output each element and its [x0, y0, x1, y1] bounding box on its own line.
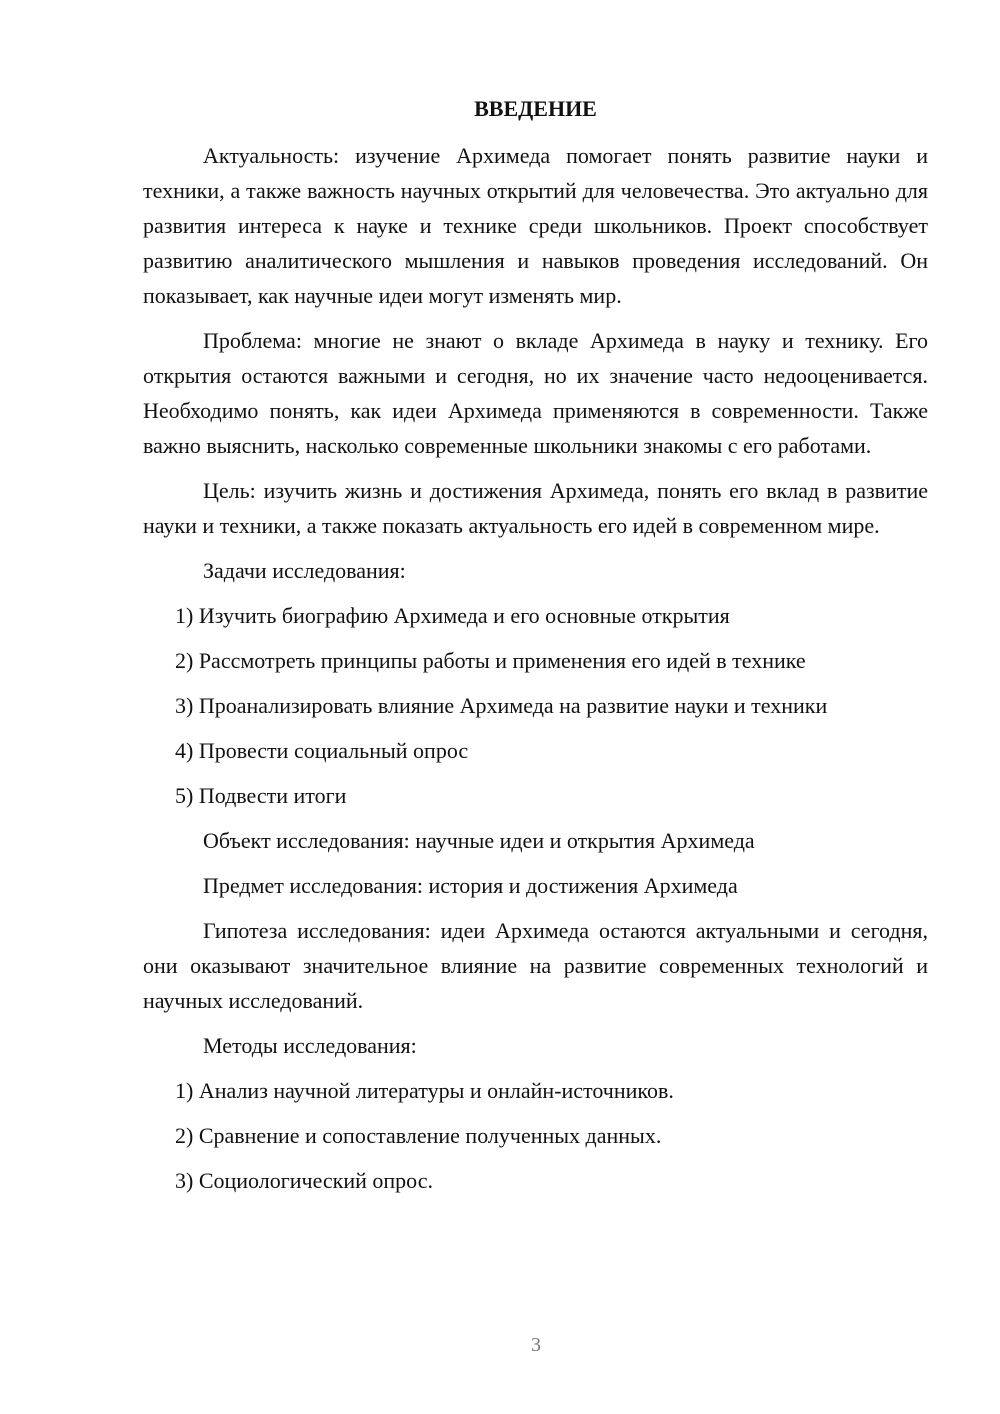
page-number: 3	[531, 1334, 541, 1356]
task-item-2: 2) Рассмотреть принципы работы и применения его идей в технике	[175, 648, 806, 673]
section-heading: ВВЕДЕНИЕ	[474, 96, 597, 121]
task-item-1: 1) Изучить биографию Архимеда и его основные открытия	[175, 603, 730, 628]
task-item-5: 5) Подвести итоги	[175, 783, 347, 808]
task-item-4: 4) Провести социальный опрос	[175, 738, 469, 763]
relevance-paragraph: Актуальность: изучение Архимеда помогает понять развитие науки и техники, а также важность научных открытий для человечества. Это актуально для развития интереса к науке и технике среди школьников. Проект способствует развитию аналитического мышления и навыков проведения исследований. Он показывает, как научные идеи могут изменять мир.	[143, 143, 928, 308]
problem-paragraph: Проблема: многие не знают о вкладе Архимеда в науку и технику. Его открытия остаются важными и сегодня, но их значение часто недооценивается. Необходимо понять, как идеи Архимеда применяются в современности. Также важно выяснить, насколько современные школьники знакомы с его работами.	[143, 328, 928, 458]
tasks-title: Задачи исследования:	[203, 558, 406, 583]
hypothesis-paragraph: Гипотеза исследования: идеи Архимеда остаются актуальными и сегодня, они оказывают значительное влияние на развитие современных технологий и научных исследований.	[143, 918, 928, 1013]
method-item-1: 1) Анализ научной литературы и онлайн-источников.	[175, 1078, 674, 1103]
research-subject: Предмет исследования: история и достижения Архимеда	[203, 873, 738, 898]
research-object: Объект исследования: научные идеи и открытия Архимеда	[203, 828, 755, 853]
goal-paragraph: Цель: изучить жизнь и достижения Архимеда, понять его вклад в развитие науки и техники, а также показать актуальность его идей в современном мире.	[143, 478, 928, 538]
method-item-3: 3) Социологический опрос.	[175, 1168, 433, 1193]
document-page	[143, 94, 928, 1208]
method-item-2: 2) Сравнение и сопоставление полученных данных.	[175, 1123, 662, 1148]
task-item-3: 3) Проанализировать влияние Архимеда на развитие науки и техники	[175, 693, 828, 718]
methods-title: Методы исследования:	[203, 1033, 417, 1058]
